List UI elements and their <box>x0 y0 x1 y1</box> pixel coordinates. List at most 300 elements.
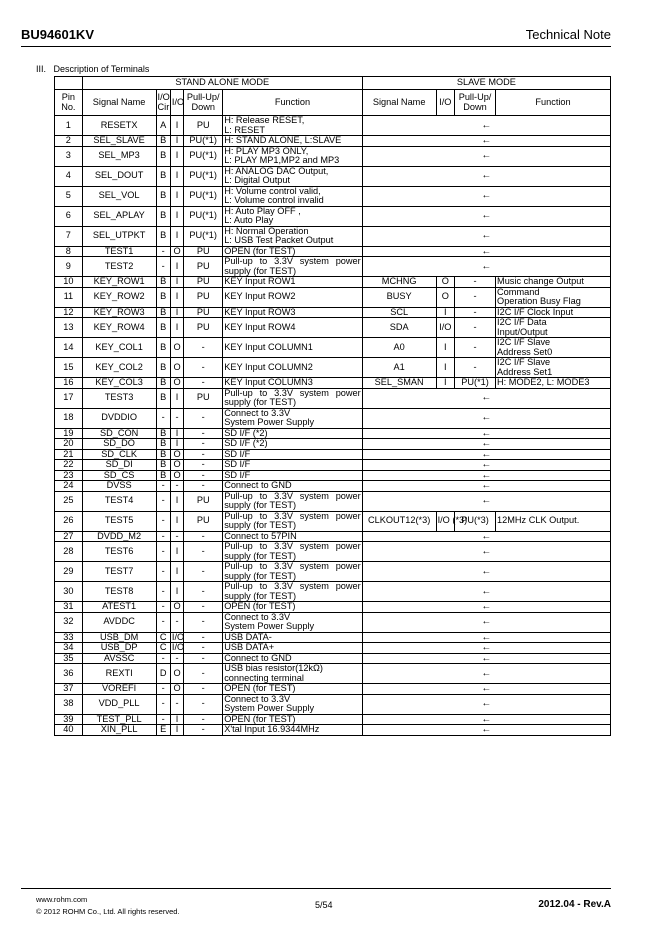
pin-number: 3 <box>55 146 83 166</box>
function-line: H: Release RESET, <box>224 115 305 125</box>
signal-name: TEST4 <box>82 491 156 511</box>
function <box>223 318 363 338</box>
signal-name: TEST6 <box>82 542 156 562</box>
table-row <box>55 632 611 643</box>
io-circuit: B <box>156 439 170 450</box>
same-as-stand-alone-arrow: ← <box>362 116 610 136</box>
signal-name: SD_DI <box>82 460 156 471</box>
io-direction: I <box>170 257 183 277</box>
same-as-stand-alone-arrow: ← <box>362 257 610 277</box>
io-direction: I <box>170 136 183 147</box>
function-line: Pull-up to 3.3V system power supply (for TEST) <box>224 510 361 530</box>
function-line: KEY Input ROW1 <box>224 276 296 286</box>
pin-number: 16 <box>55 378 83 389</box>
io-direction: I <box>170 307 183 318</box>
function <box>223 725 363 736</box>
slave-pull-up-down: - <box>455 307 496 318</box>
pull-up-down: PU <box>184 246 223 257</box>
function-line: OPEN (for TEST) <box>224 683 296 693</box>
pin-number: 23 <box>55 470 83 481</box>
table-row <box>55 481 611 492</box>
slave-io-direction: O <box>436 277 454 288</box>
pull-up-down: PU <box>184 318 223 338</box>
io-direction: I <box>170 582 183 602</box>
table-row <box>55 511 611 531</box>
function <box>223 136 363 147</box>
signal-name: AVSSC <box>82 653 156 664</box>
pin-number: 32 <box>55 612 83 632</box>
slave-signal-name: CLKOUT12(*3) <box>362 511 436 531</box>
table-row <box>55 246 611 257</box>
table-row <box>55 307 611 318</box>
function-line: connecting terminal <box>224 672 304 683</box>
function-line: OPEN (for TEST) <box>224 601 296 611</box>
function-line: H: Auto Play OFF , <box>224 205 301 216</box>
slave-signal-name: SCL <box>362 307 436 318</box>
table-row <box>55 491 611 511</box>
pull-up-down: - <box>184 449 223 460</box>
io-direction: O <box>170 684 183 695</box>
pin-number: 37 <box>55 684 83 695</box>
io-circuit: - <box>156 694 170 714</box>
same-as-stand-alone-arrow: ← <box>362 632 610 643</box>
same-as-stand-alone-arrow: ← <box>362 246 610 257</box>
function-line: KEY Input ROW3 <box>224 306 296 317</box>
function-line: Music change Output <box>497 276 584 286</box>
pin-number: 28 <box>55 542 83 562</box>
signal-name: SEL_DOUT <box>82 166 156 186</box>
table-row <box>55 408 611 428</box>
same-as-stand-alone-arrow: ← <box>362 146 610 166</box>
function-line: Command <box>497 286 540 297</box>
signal-name: KEY_COL3 <box>82 378 156 389</box>
pin-number: 26 <box>55 511 83 531</box>
table-row <box>55 612 611 632</box>
pin-number: 15 <box>55 358 83 378</box>
pin-number: 11 <box>55 287 83 307</box>
signal-name: VDD_PLL <box>82 694 156 714</box>
io-circuit: B <box>156 287 170 307</box>
table-row <box>55 318 611 338</box>
same-as-stand-alone-arrow: ← <box>362 714 610 725</box>
header-divider <box>21 46 611 47</box>
function-line: L: Volume control invalid <box>224 195 324 205</box>
table-row <box>55 116 611 136</box>
function-line: H: STAND ALONE, L:SLAVE <box>224 135 342 145</box>
pull-up-down: - <box>184 612 223 632</box>
function <box>223 146 363 166</box>
function-line: Input/Output <box>497 326 548 337</box>
pull-up-down: PU(*1) <box>184 166 223 186</box>
function-line: L: USB Test Packet Output <box>224 235 334 245</box>
io-direction: - <box>170 481 183 492</box>
pull-up-down: - <box>184 542 223 562</box>
table-row <box>55 428 611 439</box>
signal-name: SEL_UTPKT <box>82 226 156 246</box>
signal-name: TEST3 <box>82 388 156 408</box>
function <box>223 388 363 408</box>
io-circuit: B <box>156 428 170 439</box>
pull-up-down: PU <box>184 277 223 288</box>
signal-name: SEL_MP3 <box>82 146 156 166</box>
io-direction: I <box>170 277 183 288</box>
function-line: Address Set0 <box>497 346 553 357</box>
function <box>223 206 363 226</box>
io-direction: - <box>170 531 183 542</box>
signal-name: TEST7 <box>82 562 156 582</box>
io-direction: I <box>170 186 183 206</box>
io-circuit: - <box>156 257 170 277</box>
function <box>223 632 363 643</box>
io-circuit: B <box>156 166 170 186</box>
pull-up-down: - <box>184 664 223 684</box>
part-number: BU94601KV <box>21 27 94 42</box>
io-circuit: - <box>156 531 170 542</box>
slave-pull-header: Pull-Up/ Down <box>455 90 496 116</box>
pull-up-down: PU <box>184 257 223 277</box>
io-circuit: B <box>156 470 170 481</box>
signal-name: SEL_VOL <box>82 186 156 206</box>
pull-up-down: - <box>184 481 223 492</box>
table-row <box>55 136 611 147</box>
function <box>223 684 363 695</box>
io-circuit: D <box>156 664 170 684</box>
io-direction: O <box>170 449 183 460</box>
slave-io-direction: I <box>436 378 454 389</box>
signal-name-header: Signal Name <box>82 90 156 116</box>
io-direction: I <box>170 439 183 450</box>
pin-number: 7 <box>55 226 83 246</box>
same-as-stand-alone-arrow: ← <box>362 449 610 460</box>
pin-number: 6 <box>55 206 83 226</box>
slave-function <box>496 338 611 358</box>
pull-up-down: - <box>184 338 223 358</box>
function-line: Pull-up to 3.3V system power supply (for TEST) <box>224 256 361 276</box>
function <box>223 287 363 307</box>
table-row <box>55 257 611 277</box>
pull-up-down: - <box>184 408 223 428</box>
io-direction: - <box>170 612 183 632</box>
same-as-stand-alone-arrow: ← <box>362 562 610 582</box>
table-row <box>55 439 611 450</box>
function <box>223 491 363 511</box>
function-line: Pull-up to 3.3V system power supply (for TEST) <box>224 387 361 407</box>
pull-up-down: - <box>184 358 223 378</box>
table-row <box>55 542 611 562</box>
slave-function <box>496 511 611 531</box>
function-line: I2C I/F Slave <box>497 357 551 367</box>
pin-number: 17 <box>55 388 83 408</box>
function <box>223 460 363 471</box>
footer-divider <box>21 888 611 889</box>
table-row <box>55 460 611 471</box>
same-as-stand-alone-arrow: ← <box>362 612 610 632</box>
same-as-stand-alone-arrow: ← <box>362 653 610 664</box>
revision: 2012.04 - Rev.A <box>538 899 611 910</box>
pin-number: 21 <box>55 449 83 460</box>
function <box>223 428 363 439</box>
section-title: III. Description of Terminals <box>36 64 150 74</box>
footer-copyright: © 2012 ROHM Co., Ltd. All rights reserved. <box>36 907 180 916</box>
pin-number: 39 <box>55 714 83 725</box>
function-line: Pull-up to 3.3V system power supply (for TEST) <box>224 541 361 561</box>
function-line: KEY Input COLUMN3 <box>224 377 313 387</box>
function <box>223 257 363 277</box>
pull-up-down: PU <box>184 307 223 318</box>
function-line: L: PLAY MP1,MP2 and MP3 <box>224 155 340 165</box>
function-line: USB bias resistor(12kΩ) <box>224 663 323 673</box>
slave-pull-up-down: PU(*1) <box>455 378 496 389</box>
function <box>223 358 363 378</box>
table-row <box>55 602 611 613</box>
pin-no-header: Pin No. <box>55 90 83 116</box>
table-row <box>55 338 611 358</box>
table-row <box>55 378 611 389</box>
table-row <box>55 449 611 460</box>
pull-up-down: - <box>184 714 223 725</box>
io-circuit: - <box>156 602 170 613</box>
pull-up-down: - <box>184 725 223 736</box>
slave-signal-name: SEL_SMAN <box>362 378 436 389</box>
stand-alone-mode-header: STAND ALONE MODE <box>82 77 362 90</box>
pin-number: 31 <box>55 602 83 613</box>
function <box>223 664 363 684</box>
io-direction: - <box>170 694 183 714</box>
function <box>223 338 363 358</box>
slave-pull-up-down: - <box>455 277 496 288</box>
pin-number: 38 <box>55 694 83 714</box>
slave-function <box>496 358 611 378</box>
io-direction: I <box>170 714 183 725</box>
pull-up-down: - <box>184 632 223 643</box>
function-line: OPEN (for TEST) <box>224 713 296 724</box>
same-as-stand-alone-arrow: ← <box>362 491 610 511</box>
pin-number: 5 <box>55 186 83 206</box>
io-direction: I <box>170 491 183 511</box>
pull-up-down: PU(*1) <box>184 226 223 246</box>
function-line: Operation Busy Flag <box>497 296 581 306</box>
table-row <box>55 653 611 664</box>
function <box>223 408 363 428</box>
same-as-stand-alone-arrow: ← <box>362 542 610 562</box>
same-as-stand-alone-arrow: ← <box>362 664 610 684</box>
signal-name: SD_CLK <box>82 449 156 460</box>
function-line: Connect to 3.3V <box>224 407 291 418</box>
slave-signal-name: MCHNG <box>362 277 436 288</box>
function <box>223 481 363 492</box>
signal-name: DVDD_M2 <box>82 531 156 542</box>
pull-up-down: - <box>184 531 223 542</box>
same-as-stand-alone-arrow: ← <box>362 460 610 471</box>
signal-name: DVSS <box>82 481 156 492</box>
pin-number: 8 <box>55 246 83 257</box>
function <box>223 116 363 136</box>
signal-name: RESETX <box>82 116 156 136</box>
signal-name: USB_DP <box>82 643 156 654</box>
function-line: X'tal Input 16.9344MHz <box>224 724 320 734</box>
slave-io-direction: I/O <box>436 318 454 338</box>
same-as-stand-alone-arrow: ← <box>362 725 610 736</box>
function-line: System Power Supply <box>224 621 315 631</box>
io-direction: I <box>170 206 183 226</box>
io-circuit: B <box>156 307 170 318</box>
io-direction: I <box>170 287 183 307</box>
same-as-stand-alone-arrow: ← <box>362 226 610 246</box>
pin-number: 10 <box>55 277 83 288</box>
io-circuit: C <box>156 632 170 643</box>
pin-number: 30 <box>55 582 83 602</box>
slave-io-direction: I <box>436 307 454 318</box>
function-line: Connect to GND <box>224 652 292 663</box>
same-as-stand-alone-arrow: ← <box>362 136 610 147</box>
signal-name: KEY_ROW2 <box>82 287 156 307</box>
io-circuit: B <box>156 338 170 358</box>
table-row <box>55 562 611 582</box>
function-line: Pull-up to 3.3V system power supply (for TEST) <box>224 581 361 601</box>
same-as-stand-alone-arrow: ← <box>362 531 610 542</box>
same-as-stand-alone-arrow: ← <box>362 166 610 186</box>
pull-up-down: - <box>184 582 223 602</box>
function-line: KEY Input ROW2 <box>224 291 296 302</box>
signal-name: TEST5 <box>82 511 156 531</box>
io-circuit: A <box>156 116 170 136</box>
io-cir-header: I/O Cir <box>156 90 170 116</box>
function-line: Address Set1 <box>497 366 553 377</box>
pin-number: 1 <box>55 116 83 136</box>
signal-name: ATEST1 <box>82 602 156 613</box>
function-line: H: MODE2, L: MODE3 <box>497 377 590 387</box>
slave-function <box>496 378 611 389</box>
function <box>223 186 363 206</box>
pin-number: 25 <box>55 491 83 511</box>
function-line: Pull-up to 3.3V system power supply (for TEST) <box>224 561 361 581</box>
same-as-stand-alone-arrow: ← <box>362 206 610 226</box>
table-row <box>55 226 611 246</box>
function <box>223 542 363 562</box>
io-circuit: B <box>156 206 170 226</box>
page-number: 5/54 <box>315 900 333 910</box>
pin-number: 27 <box>55 531 83 542</box>
table-row <box>55 166 611 186</box>
io-circuit: - <box>156 491 170 511</box>
io-direction: I/O <box>171 642 185 652</box>
same-as-stand-alone-arrow: ← <box>362 684 610 695</box>
same-as-stand-alone-arrow: ← <box>362 428 610 439</box>
slave-signal-name: A0 <box>362 338 436 358</box>
io-circuit: - <box>156 408 170 428</box>
function-line: H: Normal Operation <box>224 225 309 236</box>
io-direction: O <box>170 378 183 389</box>
pull-up-down: PU <box>184 287 223 307</box>
table-row <box>55 277 611 288</box>
function-line: System Power Supply <box>224 703 315 713</box>
io-direction: O <box>170 358 183 378</box>
signal-name: KEY_ROW4 <box>82 318 156 338</box>
signal-name: AVDDC <box>82 612 156 632</box>
table-row <box>55 287 611 307</box>
pull-up-down: PU <box>184 388 223 408</box>
document-type: Technical Note <box>525 27 611 42</box>
pull-up-down: PU(*1) <box>184 146 223 166</box>
pin-number: 18 <box>55 408 83 428</box>
function <box>223 714 363 725</box>
slave-signal-name-header: Signal Name <box>362 90 436 116</box>
pull-up-down: - <box>184 470 223 481</box>
io-circuit: - <box>156 612 170 632</box>
pull-up-down: - <box>184 643 223 654</box>
pin-number: 22 <box>55 460 83 471</box>
io-direction: I <box>170 511 183 531</box>
io-header: I/O <box>170 90 183 116</box>
table-row <box>55 531 611 542</box>
function-line: SD I/F (*2) <box>224 427 268 438</box>
pull-up-down: - <box>184 439 223 450</box>
io-circuit: B <box>156 277 170 288</box>
function-line: SD I/F (*2) <box>224 438 268 448</box>
slave-function <box>496 277 611 288</box>
signal-name: DVDDIO <box>82 408 156 428</box>
signal-name: TEST_PLL <box>82 714 156 725</box>
signal-name: SD_DO <box>82 439 156 450</box>
function <box>223 226 363 246</box>
pin-number: 2 <box>55 136 83 147</box>
pull-up-down: PU <box>184 511 223 531</box>
function <box>223 582 363 602</box>
pull-up-down: - <box>184 378 223 389</box>
function-line: L: Auto Play <box>224 215 274 225</box>
pin-number: 20 <box>55 439 83 450</box>
function <box>223 449 363 460</box>
pull-up-down: - <box>184 460 223 471</box>
io-circuit: - <box>156 714 170 725</box>
pull-header: Pull-Up/ Down <box>184 90 223 116</box>
io-direction: O <box>170 602 183 613</box>
table-row <box>55 146 611 166</box>
slave-mode-header: SLAVE MODE <box>362 77 610 90</box>
io-direction: - <box>170 653 183 664</box>
io-circuit: - <box>156 246 170 257</box>
function <box>223 246 363 257</box>
io-direction: I <box>170 318 183 338</box>
io-direction: I <box>170 725 183 736</box>
function-line: Connect to 3.3V <box>224 611 291 622</box>
function <box>223 439 363 450</box>
function <box>223 643 363 654</box>
signal-name: TEST8 <box>82 582 156 602</box>
function <box>223 470 363 481</box>
function-line: 12MHz CLK Output. <box>497 515 580 526</box>
io-circuit: - <box>156 653 170 664</box>
io-circuit: B <box>156 460 170 471</box>
pin-number: 36 <box>55 664 83 684</box>
header-blank <box>55 77 83 90</box>
signal-name: REXTI <box>82 664 156 684</box>
io-direction: I <box>170 562 183 582</box>
same-as-stand-alone-arrow: ← <box>362 643 610 654</box>
slave-pull-up-down: PU(*3) <box>455 511 496 531</box>
function-line: Pull-up to 3.3V system power supply (for TEST) <box>224 490 361 510</box>
io-circuit: B <box>156 186 170 206</box>
slave-function <box>496 287 611 307</box>
function-line: OPEN (for TEST) <box>224 245 296 256</box>
signal-name: TEST1 <box>82 246 156 257</box>
function <box>223 166 363 186</box>
same-as-stand-alone-arrow: ← <box>362 408 610 428</box>
function <box>223 307 363 318</box>
pin-number: 33 <box>55 632 83 643</box>
function-line: KEY Input COLUMN2 <box>224 361 313 372</box>
function-line: Connect to 57PIN <box>224 530 297 541</box>
